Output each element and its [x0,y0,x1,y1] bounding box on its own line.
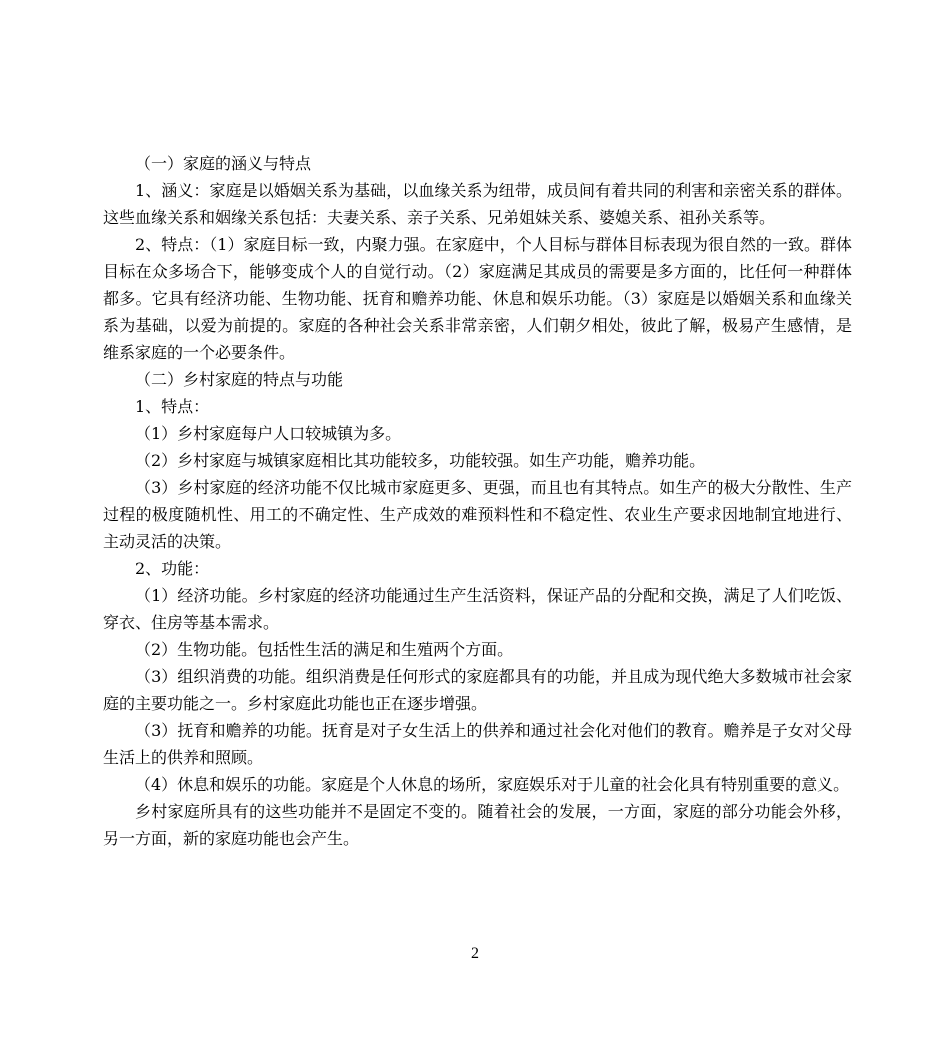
document-body [103,150,852,852]
list-item-feature-2: （2）乡村家庭与城镇家庭相比其功能较多，功能较强。如生产功能，赡养功能。 [135,451,706,470]
paragraph-definition: 1、涵义：家庭是以婚姻关系为基础，以血缘关系为纽带，成员间有着共同的利害和亲密关系的群体。这些血缘关系和姻缘关系包括：夫妻关系、亲子关系、兄弟姐妹关系、婆媳关系、祖孙关系等。 [103,181,852,227]
list-item-function-biological: （2）生物功能。包括性生活的满足和生殖两个方面。 [135,640,514,659]
page-number: 2 [471,945,479,962]
paragraph-conclusion: 乡村家庭所具有的这些功能并不是固定不变的。随着社会的发展，一方面，家庭的部分功能会外移，另一方面，新的家庭功能也会产生。 [103,802,852,848]
list-item-feature-3: （3）乡村家庭的经济功能不仅比城市家庭更多、更强，而且也有其特点。如生产的极大分散性、生产过程的极度随机性、用工的不确定性、生产成效的难预料性和不稳定性、农业生产要求因地制宜地进行、主动灵活的决策。 [103,478,852,551]
list-item-function-leisure: （4）休息和娱乐的功能。家庭是个人休息的场所，家庭娱乐对于儿童的社会化具有特别重要的意义。 [135,775,850,794]
subheading-functions: 2、功能： [135,559,210,578]
list-item-function-upbringing: （3）抚育和赡养的功能。抚育是对子女生活上的供养和通过社会化对他们的教育。赡养是子女对父母生活上的供养和照顾。 [103,721,852,767]
paragraph-characteristics: 2、特点：（1）家庭目标一致，内聚力强。在家庭中，个人目标与群体目标表现为很自然的一致。群体目标在众多场合下，能够变成个人的自觉行动。（2）家庭满足其成员的需要是多方面的，比任何一种群体都多。它具有经济功能、生物功能、抚育和赡养功能、休息和娱乐功能。（3）家庭是以婚姻关系和血缘关系为基础，以爱为前提的。家庭的各种社会关系非常亲密，人们朝夕相处，彼此了解，极易产生感情，是维系家庭的一个必要条件。 [103,235,852,362]
list-item-feature-1: （1）乡村家庭每户人口较城镇为多。 [135,424,402,443]
section-heading-family-meaning: （一）家庭的涵义与特点 [135,154,312,173]
section-heading-rural-family: （二）乡村家庭的特点与功能 [135,370,344,389]
list-item-function-consumption: （3）组织消费的功能。组织消费是任何形式的家庭都具有的功能，并且成为现代绝大多数城市社会家庭的主要功能之一。乡村家庭此功能也正在逐步增强。 [103,667,852,713]
subheading-features: 1、特点： [135,397,210,416]
list-item-function-economic: （1）经济功能。乡村家庭的经济功能通过生产生活资料，保证产品的分配和交换，满足了人们吃饭、穿衣、住房等基本需求。 [103,586,852,632]
